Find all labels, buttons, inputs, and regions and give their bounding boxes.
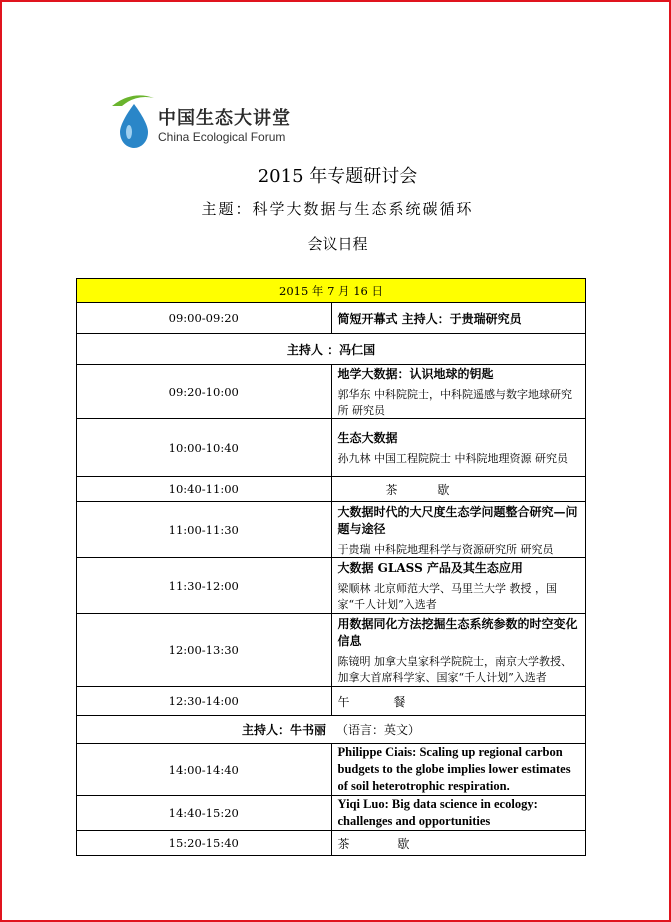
- logo-chinese-name: 中国生态大讲堂: [158, 108, 291, 129]
- session-speaker: 孙九林 中国工程院院士 中科院地理资源 研究员: [337, 452, 568, 465]
- session-cell: [331, 744, 586, 796]
- session-title: 生态大数据: [337, 431, 398, 445]
- session-title: 用数据同化方法挖掘生态系统参数的时空变化信息: [337, 617, 578, 648]
- session-chair-cell: [77, 716, 586, 744]
- session-cell: [331, 831, 586, 856]
- session-cell: [331, 477, 586, 502]
- table-row: [77, 419, 586, 477]
- session-time: 10:00-10:40: [77, 419, 332, 477]
- tea-break-label: 茶 歇: [337, 836, 432, 851]
- session-speaker: 郭华东 中科院院士，中科院遥感与数字地球研究所 研究员: [337, 388, 572, 417]
- session-chair: 主持人 ：冯仁国: [77, 334, 586, 365]
- schedule-table: [76, 278, 586, 856]
- session-time: 11:00-11:30: [77, 502, 332, 558]
- session-time: 11:30-12:00: [77, 558, 332, 614]
- table-row: [77, 614, 586, 687]
- chair-row: [77, 716, 586, 744]
- session-time: 14:40-15:20: [77, 796, 332, 831]
- session-cell: [331, 419, 586, 477]
- session-speaker: 于贵瑞 中科院地理科学与资源研究所 研究员: [337, 542, 554, 556]
- table-row: [77, 558, 586, 614]
- date-row: [77, 279, 586, 303]
- session-time: 10:40-11:00: [77, 477, 332, 502]
- session-cell: [331, 558, 586, 614]
- session-title: 地学大数据：认识地球的钥匙: [337, 367, 494, 381]
- table-row: [77, 502, 586, 558]
- session-time: 15:20-15:40: [77, 831, 332, 856]
- session-cell: [331, 303, 586, 334]
- table-row: [77, 796, 586, 831]
- session-cell: [331, 365, 586, 419]
- logo-english-name: China Ecological Forum: [158, 130, 286, 144]
- session-language: （语言：英文）: [336, 723, 421, 737]
- tea-break-label: 茶 歇: [385, 482, 468, 497]
- chair-row: [77, 334, 586, 365]
- lunch-label: 午 餐: [337, 694, 426, 709]
- session-chair: 主持人：牛书丽: [241, 723, 326, 737]
- session-speaker: 陈镜明 加拿大皇家科学院院士，南京大学教授、加拿大首席科学家、国家“千人计划”入选者: [337, 655, 572, 684]
- session-title: 大数据 GLASS 产品及其生态应用: [337, 561, 523, 575]
- session-time: 14:00-14:40: [77, 744, 332, 796]
- page-subtitle: 主题：科学大数据与生态系统碳循环: [201, 200, 474, 218]
- table-row: [77, 744, 586, 796]
- session-time: 12:30-14:00: [77, 687, 332, 716]
- agenda-label: 会议日程: [307, 235, 368, 253]
- session-title: Philippe Ciais: Scaling up regional carbon budgets to the globe implies lower estimates of soil heterotrophic respiration.: [337, 745, 571, 793]
- session-cell: [331, 687, 586, 716]
- water-drop-logo-icon: [110, 92, 160, 152]
- table-row: [77, 831, 586, 856]
- table-row: [77, 687, 586, 716]
- session-title: 大数据时代的大尺度生态学问题整合研究—问题与途径: [337, 504, 578, 536]
- table-row: [77, 303, 586, 334]
- session-speaker: 梁顺林 北京师范大学、马里兰大学 教授 ，国家“千人计划”入选者: [337, 582, 557, 611]
- session-title: 简短开幕式 主持人：于贵瑞研究员: [337, 311, 522, 326]
- table-row: [77, 365, 586, 419]
- session-time: 09:00-09:20: [77, 303, 332, 334]
- schedule-date: 2015 年 7 月 16 日: [77, 279, 586, 303]
- session-title: Yiqi Luo: Big data science in ecology: challenges and opportunities: [337, 797, 538, 828]
- session-time: 09:20-10:00: [77, 365, 332, 419]
- table-row: [77, 477, 586, 502]
- forum-logo: [110, 92, 310, 152]
- session-time: 12:00-13:30: [77, 614, 332, 687]
- session-cell: [331, 614, 586, 687]
- page-title: 2015 年专题研讨会: [257, 166, 418, 187]
- session-cell: [331, 502, 586, 558]
- session-cell: [331, 796, 586, 831]
